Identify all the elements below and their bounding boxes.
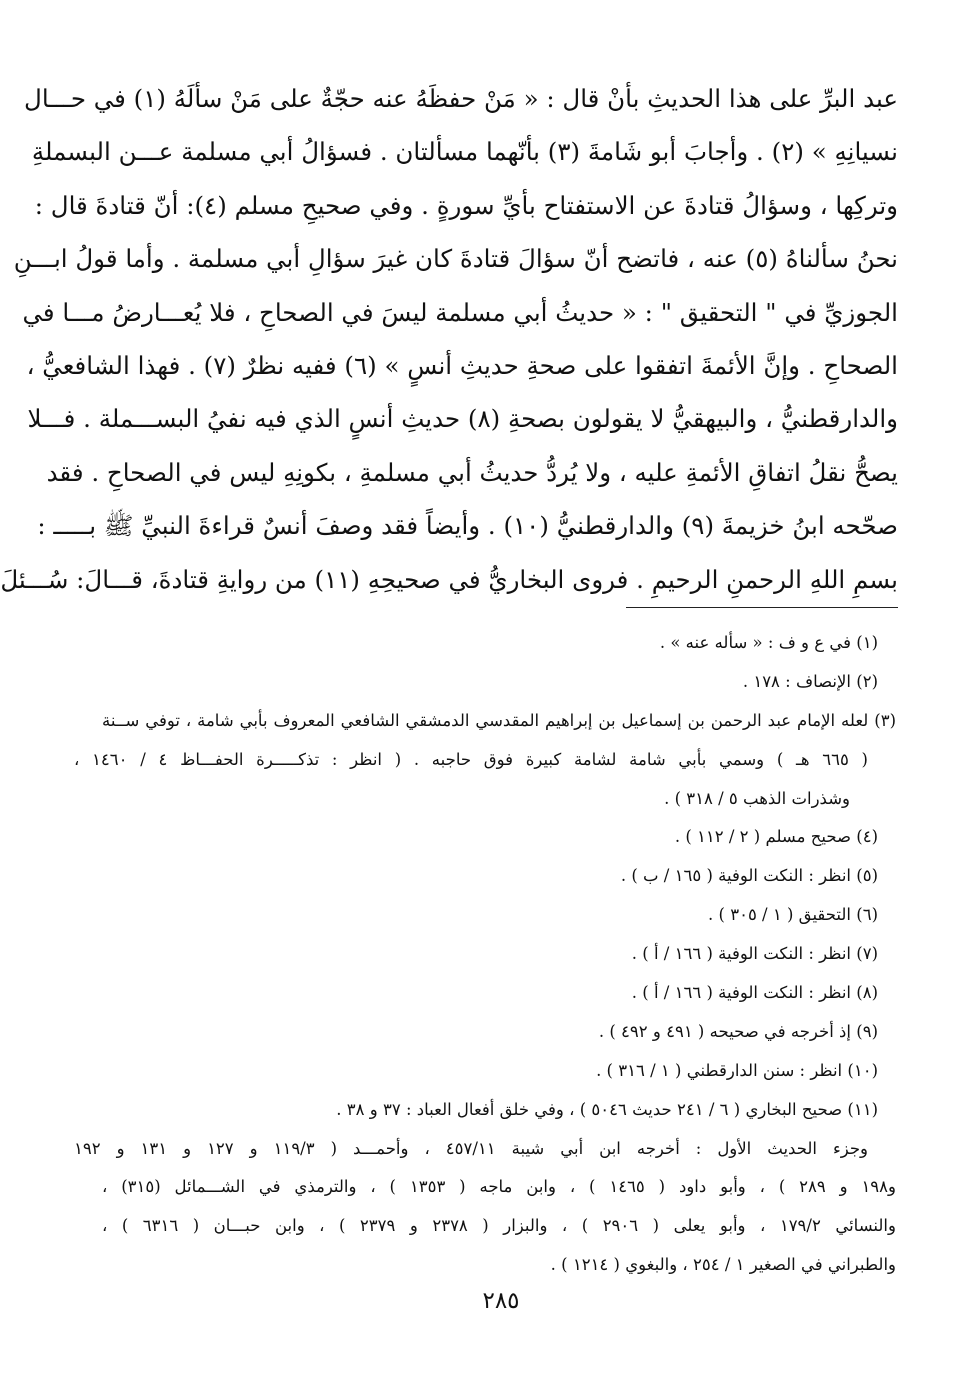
main-text-line: عبد البرِّ على هذا الحديثِ بأنْ قال : « مَنْ حفظَهُ عنه حجّةٌ على مَنْ سألَهُ (١) في حـــال xyxy=(24,84,898,113)
main-text-line: صحّحه ابنُ خزيمةَ (٩) والدارقطنيُّ (١٠) . وأيضاً فقد وصفَ أنسٌ قراءةَ النبيِّ ﷺ بـــــ : xyxy=(37,511,898,541)
footnote-9: (٩) إذ أخرجه في صحيحه ( ٤٩١ و ٤٩٢ ) . xyxy=(598,1021,878,1041)
footnote-2: (٢) الإنصاف : ١٧٨ . xyxy=(742,671,878,691)
main-text-block xyxy=(0,72,898,606)
footnote-11-continued: والنسائي ١٧٩/٢ ، وأبو يعلى ( ٢٩٠٦ ) ، والبزار ( ٢٣٧٨ و ٢٣٧٩ ) ، وابن حبـــان ( ٦٣١٦ ) ، xyxy=(102,1216,896,1236)
page-number: ٢٨٥ xyxy=(482,1288,520,1314)
footnote-10: (١٠) انظر : سنن الدارقطني ( ١ / ٣١٦ ) . xyxy=(596,1060,878,1080)
main-text-line: نسيانِهِ » (٢) . وأجابَ أبو شَامةَ (٣) بأنّهما مسألتان . فسؤالُ أبي مسلمة عـــن البسملةِ xyxy=(31,137,898,167)
footnote-11-continued: وجزء الحديث الأول : أخرجه ابن أبي شيبة ٤٥٧/١١ ، وأحمـــد ( ١١٩/٣ و ١٢٧ و ١٣١ و ١٩٢ xyxy=(74,1138,868,1158)
footnote-11-continued: و١٩٨ و ٢٨٩ ) ، وأبو داود ( ١٤٦٥ ) ، وابن ماجه ( ١٣٥٣ ) ، والترمذي في الشـــمائل (٣١٥) ، xyxy=(102,1177,896,1197)
main-text-line: نحنُ سألناهُ (٥) عنه ، فاتضح أنّ سؤالَ قتادةَ كان غيرَ سؤالِ أبي مسلمة . وأما قولُ ابـــنِ xyxy=(13,244,898,274)
main-text-line: بسمِ اللهِ الرحمنِ الرحيمِ . فروى البخاريُّ في صحيحِهِ (١١) من روايةِ قتادةَ، قـــالَ: سُـــئلَ xyxy=(0,564,898,594)
main-text-line: وتركِها ، وسؤالُ قتادةَ عن الاستفتاح بأيِّ سورةٍ . وفي صحيحِ مسلم (٤): أنّ قتادةَ قال : xyxy=(34,190,898,220)
main-text-line: الصحاحِ . وإنَّ الأئمةَ اتفقوا على صحةِ حديثِ أنسٍ » (٦) ففيه نظرٌ (٧) . فهذا الشافعيُّ ، xyxy=(26,350,898,380)
main-text-line: والدارقطنيُّ ، والبيهقيُّ لا يقولون بصحةِ (٨) حديثِ أنسٍ الذي فيه نفيُ البســـملة . فـــلا xyxy=(27,404,898,434)
main-text-line: يصحُّ نقلُ اتفاقِ الأئمةِ عليه ، ولا يُردُّ حديثُ أبي مسلمةِ ، بكونِهِ ليس في الصحاحِ . فقد xyxy=(46,457,898,487)
footnote-11: (١١) صحيح البخاري ( ٦ / ٢٤١ حديث ٥٠٤٦ ) ، وفي خلق أفعال العباد : ٣٧ و ٣٨ . xyxy=(336,1099,878,1119)
main-text-line: الجوزيِّ في " التحقيق " : « حديثُ أبي مسلمة ليسَ في الصحاحِ ، فلا يُعـــارضُ مـــا في xyxy=(22,297,898,327)
footnote-4: (٤) صحيح مسلم ( ٢ / ١١٢ ) . xyxy=(674,827,878,847)
footnote-3: (٣) لعله الإمام عبد الرحمن بن إسماعيل بن إبراهيم المقدسي الدمشقي الشافعي المعروف بأبي شامة ، توفي ســنة xyxy=(102,710,896,730)
footnote-8: (٨) انظر : النكت الوفية ( ١٦٦ / أ ) . xyxy=(631,983,878,1003)
footnote-3-continued: وشذرات الذهب ٥ / ٣١٨ ) . xyxy=(664,788,850,808)
footnote-3-continued: ( ٦٦٥ هـ ) وسمي بأبي شامة لشامة كبيرة فوق حاجبه . ( انظر : تذكـــــرة الحفـــاظ ٤ / ١٤٦٠ ، xyxy=(74,749,868,769)
footnote-separator xyxy=(626,607,898,608)
footnote-1: (١) في ع و ف : « سأله عنه » . xyxy=(659,633,878,652)
footnotes-block xyxy=(74,624,896,1285)
footnote-6: (٦) التحقيق ( ١ / ٣٠٥ ) . xyxy=(708,905,878,925)
footnote-5: (٥) انظر : النكت الوفية ( ١٦٥ / ب ) . xyxy=(620,866,878,886)
footnote-7: (٧) انظر : النكت الوفية ( ١٦٦ / أ ) . xyxy=(631,944,878,964)
footnote-11-continued: والطبراني في الصغير ١ / ٢٥٤ ، والبغوي ( ١٢١٤ ) . xyxy=(550,1255,896,1275)
